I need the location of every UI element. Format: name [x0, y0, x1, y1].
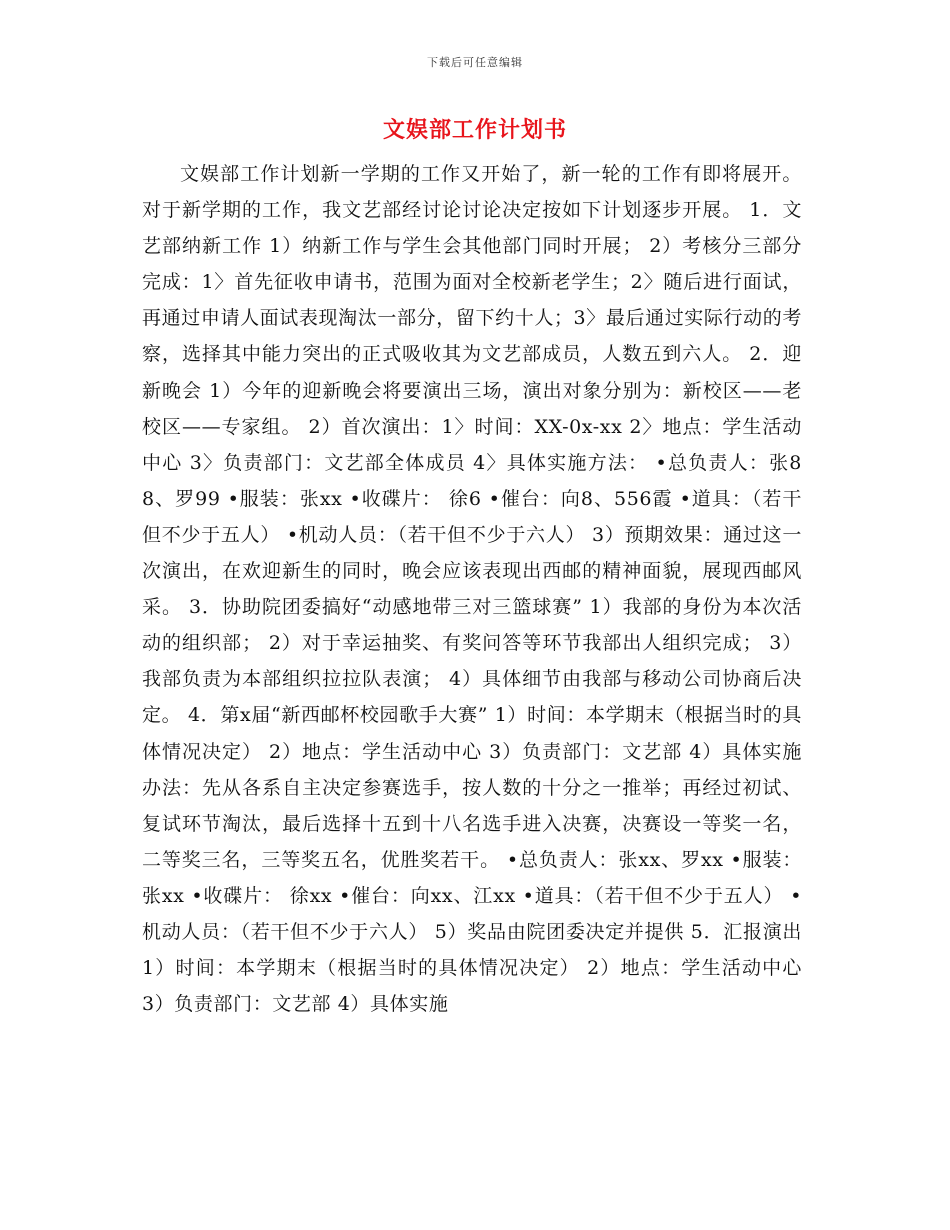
page-header-note: 下载后可任意编辑: [427, 56, 523, 69]
document-body-paragraph: 文娱部工作计划新一学期的工作又开始了，新一轮的工作有即将展开。对于新学期的工作，我文艺部经讨论讨论决定按如下计划逐步开展。 1．文艺部纳新工作 1）纳新工作与学生会其他部门同时开展； 2）考核分三部分完成：1〉首先征收申请书，范围为面对全校新老学生；2〉随后进行面试，再通过申请人面试表现淘汰一部分，留下约十人；3〉最后通过实际行动的考察，选择其中能力突出的正式吸收其为文艺部成员，人数五到六人。 2．迎新晚会 1）今年的迎新晚会将要演出三场，演出对象分别为：新校区——老校区——专家组。 2）首次演出：1〉时间：XX-0x-xx 2〉地点：学生活动中心 3〉负责部门：文艺部全体成员 4〉具体实施方法： •总负责人：张88、罗99 •服装：张xx •收碟片： 徐6 •催台：向8、556霞 •道具：（若干但不少于五人） •机动人员：（若干但不少于六人） 3）预期效果：通过这一次演出，在欢迎新生的同时，晚会应该表现出西邮的精神面貌，展现西邮风采。 3．协助院团委搞好“动感地带三对三篮球赛” 1）我部的身份为本次活动的组织部； 2）对于幸运抽奖、有奖问答等环节我部出人组织完成； 3）我部负责为本部组织拉拉队表演； 4）具体细节由我部与移动公司协商后决定。 4．第x届“新西邮杯校园歌手大赛” 1）时间：本学期末（根据当时的具体情况决定） 2）地点：学生活动中心 3）负责部门：文艺部 4）具体实施办法：先从各系自主决定参赛选手，按人数的十分之一推举；再经过初试、复试环节淘汰，最后选择十五到十八名选手进入决赛，决赛设一等奖一名，二等奖三名，三等奖五名，优胜奖若干。 •总负责人：张xx、罗xx •服装：张xx •收碟片： 徐xx •催台：向xx、江xx •道具：（若干但不少于五人） •机动人员：（若干但不少于六人） 5）奖品由院团委决定并提供 5．汇报演出 1）时间：本学期末（根据当时的具体情况决定） 2）地点：学生活动中心 3）负责部门：文艺部 4）具体实施: [142, 163, 802, 1016]
document-title: 文娱部工作计划书: [382, 117, 567, 143]
